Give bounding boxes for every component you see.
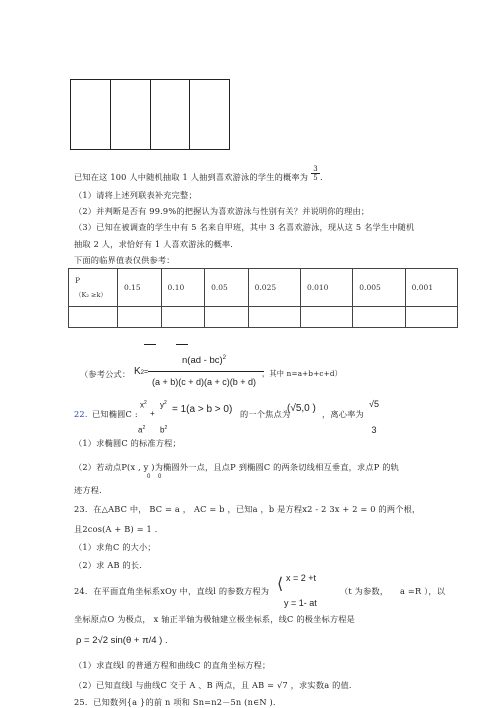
q24-param2: a =R ），以 [400,586,446,596]
fraction-bar [148,371,264,372]
question-2: （2）并判断是否有 99.9%的把握认为喜欢游泳与性别有关？并说明你的理由； [74,206,370,216]
q23-part1: （1）求角C 的大小； [74,542,156,552]
contingency-table-fragment [70,79,230,150]
table-note: 下面的临界值表仅供参考： [74,255,175,265]
q22-sub: 0 [158,474,162,480]
table-cell: 0.005 [353,269,405,307]
q22-plus: + [150,409,155,418]
q24-param: （t 为参数， [340,586,389,596]
table-header-cell: P （K₂ ≥k） [69,269,118,307]
q22-ecc-den: 3 [371,425,377,435]
table-cell: 0.025 [248,269,300,307]
formula-label: （参考公式： [80,369,131,379]
table-cell [300,307,352,328]
table-cell: 0.010 [300,269,352,307]
q22-text: 已知椭圆C : [92,409,138,419]
table-cell: 0.10 [161,269,205,307]
table-cell [405,307,457,328]
q23-part2: （2）求 AB 的长. [74,560,143,570]
intro-line: 已知在这 100 人中随机抽取 1 人抽到喜欢游泳的学生的概率为 [74,172,309,182]
probability-fraction: 3 5 [311,165,320,182]
question-3: （3）已知在被调查的学生中有 5 名来自甲班，其中 3 名喜欢游泳，现从这 5 名学生中随机 [74,222,415,232]
q24-line1: 24．在平面直角坐标系xOy 中，直线l 的参数方程为 [74,586,270,596]
dash-mark [144,344,156,345]
q22-part1: （1）求椭圆C 的标准方程； [74,438,181,448]
q22-y2: $y^2$ [160,400,167,410]
q22-a2: $a^2$ [138,425,146,435]
formula-k: K2= [134,366,149,377]
q24-part2: （2）已知直线l 与曲线C 交于 A 、B 两点，且 AB = √7 ，求实数a 的值. [74,680,352,690]
table-cell [110,80,150,150]
q22-b2: $b^2$ [160,425,168,435]
table-cell: 0.05 [205,269,249,307]
table-cell [353,307,405,328]
table-cell [190,80,230,150]
q22-x2: $x^2$ [140,400,147,410]
q24-polar: ρ = 2√2 sin(θ + π/4 ) . [76,635,168,646]
q24-sys1: x = 2 +t [286,573,317,583]
q22-focus: (√5,0 ) [287,403,316,414]
q22-ecc-num: √5 [369,399,379,409]
q22-text3: ，离心率为 [322,409,364,419]
question-3-cont: 抽取 2 人，求恰好有 1 人喜欢游泳的概率． [74,239,239,249]
q22-number: 22. [74,409,88,419]
q23-line1: 23．在△ABC 中， BC = a ， AC = b ，已知a ，b 是方程x2 - 2 3x + 2 = 0 的两个根， [74,504,421,514]
table-cell [161,307,205,328]
q24-part1: （1）求直线l 的普通方程和曲线C 的直角坐标方程； [74,660,271,670]
q22-sub: 0 [147,474,151,480]
formula-denominator: (a + b)(c + d)(a + c)(b + d) [152,377,257,387]
q22-text2: 的一个焦点为 [240,409,291,419]
table-cell [150,80,190,150]
formula-tail: ，其中 n=a+b+c+d） [262,369,343,378]
table-cell [205,307,249,328]
table-cell [71,80,111,150]
critical-value-table [68,268,458,328]
q23-line2: 且2cos(A + B) = 1 ． [74,524,164,534]
table-cell [69,307,118,328]
question-1: （1）请将上述列联表补充完整； [74,190,197,200]
q22-part2-cont: 迹方程. [74,485,102,495]
q24-sys2: y = 1- at [284,598,317,608]
table-cell [118,307,162,328]
q22-eq: = 1(a > b > 0) [172,404,233,415]
q24-brace: ⟨ [277,576,284,593]
dash-mark [176,344,188,345]
q25-line: 25．已知数列{a }的前 n 项和 Sn=n2－5n (n∈N ). [74,697,276,707]
table-cell [248,307,300,328]
table-cell: 0.15 [118,269,162,307]
q24-line2: 坐标原点O 为极点， x 轴正半轴为极轴建立极坐标系，线C 的极坐标方程是 [74,614,356,624]
q22-part2: （2）若动点P(x , y )为椭圆外一点，且点P 到椭圆C 的两条切线相互垂直，求点P 的轨 [74,462,400,472]
period: . [320,172,323,182]
table-cell: 0.001 [405,269,457,307]
formula-numerator: n(ad - bc)$^2$ [182,355,226,367]
